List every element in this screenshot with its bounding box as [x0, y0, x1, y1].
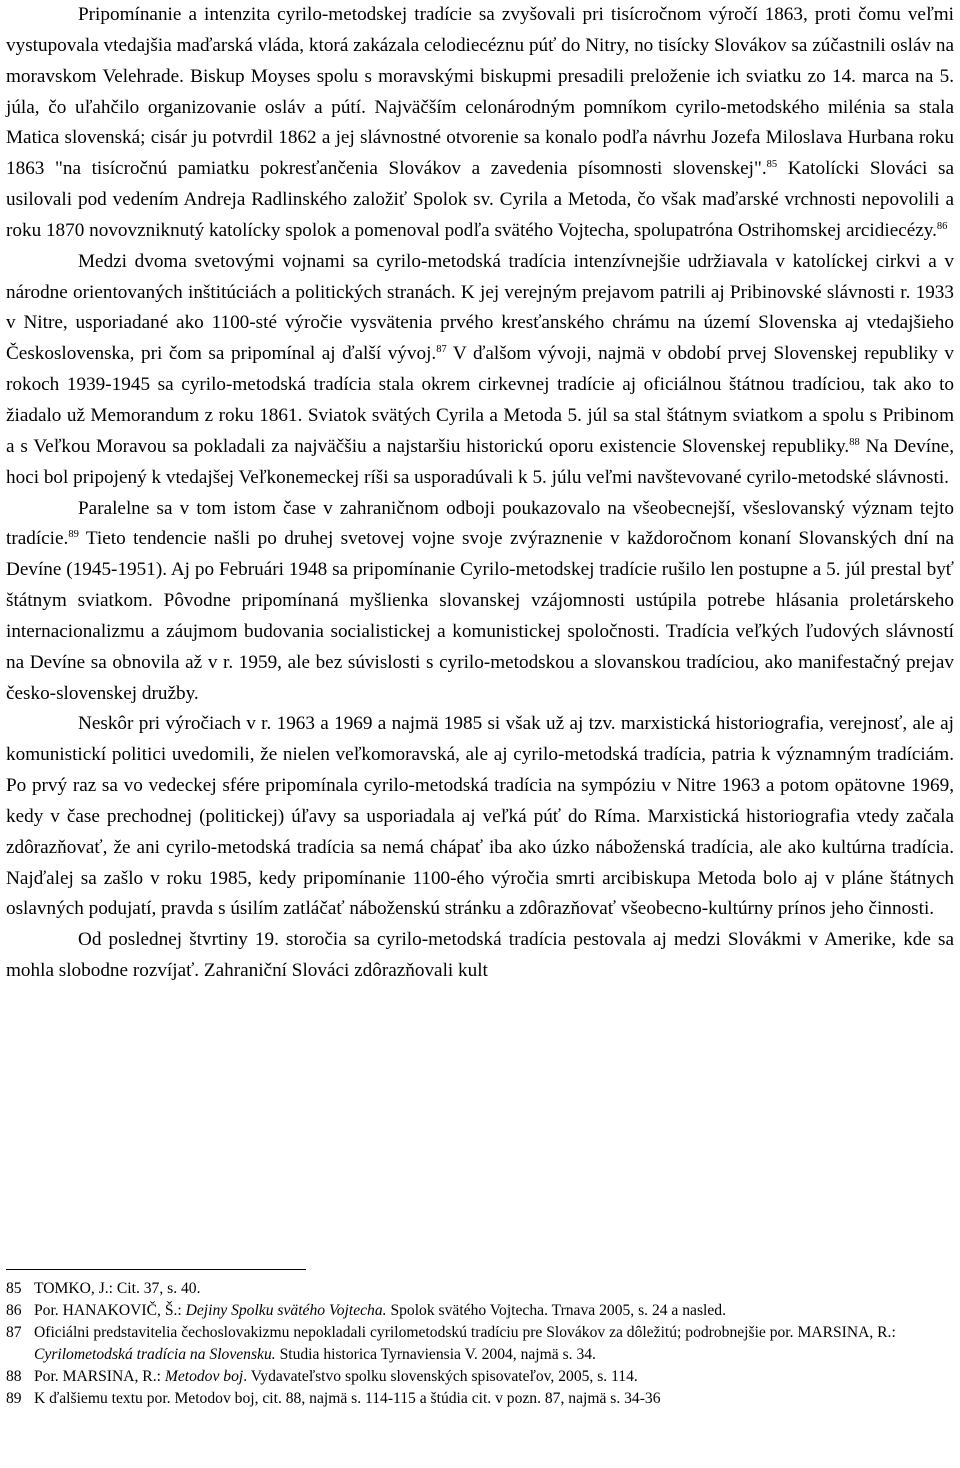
footnote [6, 1300, 954, 1322]
paragraph [6, 925, 954, 987]
footnote-number: 86 [6, 1302, 22, 1319]
footnote-number: 87 [6, 1324, 22, 1341]
paragraph-text: Katolícki Slováci sa usilovali pod vedením Andreja Radlinského založiť Spolok sv. Cyrila a Metoda, čo však maďarské vrchnosti nepovolili a roku 1870 novovzniknutý katolícky spolok a pomenoval podľa svätého Vojtecha, spolupatróna Ostrihomskej arcidiecézy. [6, 158, 954, 241]
footnote-number: 88 [6, 1368, 22, 1385]
paragraph [6, 247, 954, 494]
footnote [6, 1388, 954, 1410]
footnote-text [34, 1322, 954, 1366]
footnote-reference: 87 [436, 344, 447, 356]
paragraph-text: Od poslednej štvrtiny 19. storočia sa cyrilo-metodská tradícia pestovala aj medzi Slovákmi v Amerike, kde sa mohla slobodne rozvíjať. Zahraniční Slováci zdôrazňovali kult [6, 929, 954, 982]
paragraph-text: Neskôr pri výročiach v r. 1963 a 1969 a najmä 1985 si však už aj tzv. marxistická historiografia, verejnosť, ale aj komunistickí politici uvedomili, že nielen veľkomoravská, ale aj cyrilo-metodská tradícia, patria k významným tradíciám. Po prvý raz sa vo vedeckej sfére pripomínala cyrilo-metodská tradícia na sympóziu v Nitre 1963 a potom opätovne 1969, kedy v čase prechodnej (politickej) úľavy sa usporiadala aj veľká púť do Ríma. Marxistická historiografia vtedy začala zdôrazňovať, že ani cyrilo-metodská tradícia sa nemá chápať iba ako úzko náboženská tradícia, ale ako kultúrna tradícia. Najďalej sa zašlo v roku 1985, kedy pripomínanie 1100-ého výročia smrti arcibiskupa Metoda bolo aj v pláne štátnych oslavných podujatí, pravda s úsilím zatláčať náboženskú stránku a zdôrazňovať všeobecno-kultúrny prínos jeho činnosti. [6, 713, 954, 920]
footnote-number: 89 [6, 1390, 22, 1407]
footnote-title: Metodov boj [164, 1368, 244, 1385]
body-text [6, 0, 954, 987]
paragraph [6, 709, 954, 925]
footnote-segment: Por. MARSINA, R.: [34, 1368, 165, 1385]
footnote-segment: Studia historica Tyrnaviensia V. 2004, najmä s. 34. [275, 1346, 596, 1363]
paragraph-text: Tieto tendencie našli po druhej svetovej vojne svoje zvýraznenie v každoročnom konaní Slovanských dní na Devíne (1945-1951). Aj po Februári 1948 sa pripomínanie Cyrilo-metodskej tradície rušilo len postupne a 5. júl prestal byť štátnym sviatkom. Pôvodne pripomínaná myšlienka slovanskej vzájomnosti ustúpila potrebe hlásania proletárskeho internacionalizmu a záujmom budovania socialistickej a komunistickej spoločnosti. Tradícia veľkých ľudových slávností na Devíne sa obnovila až v r. 1959, ale bez súvislosti s cyrilo-metodskou a slovanskou tradíciou, ako manifestačný prejav česko-slovenskej družby. [6, 528, 954, 704]
footnotes [6, 1278, 954, 1410]
paragraph [6, 494, 954, 710]
footnote-segment: Oficiálni predstavitelia čechoslovakizmu nepokladali cyrilometodskú tradíciu pre Slovákov za dôležitú; podrobnejšie por. MARSINA, R.: [34, 1324, 896, 1341]
footnote-title: Dejiny Spolku svätého Vojtecha. [185, 1302, 387, 1319]
paragraph-text: Paralelne sa v tom istom čase v zahraničnom odboji poukazovalo na všeobecnejší, všeslovanský význam tejto tradície. [6, 497, 954, 550]
footnote-text [34, 1366, 954, 1388]
paragraph [6, 0, 954, 247]
paragraph-text: V ďalšom vývoji, najmä v období prvej Slovenskej republiky v rokoch 1939-1945 sa cyrilo-metodská tradícia stala okrem cirkevnej tradície aj oficiálnou štátnou tradíciou, tak ako to žiadalo už Memorandum z roku 1861. Sviatok svätých Cyrila a Metoda 5. júl sa stal štátnym sviatkom a spolu s Pribinom a s Veľkou Moravou sa pokladali za najväčšiu a najstaršiu historickú oporu existencie Slovenskej republiky. [6, 343, 954, 457]
paragraph-text: Pripomínanie a intenzita cyrilo-metodskej tradície sa zvyšovali pri tisícročnom výročí 1863, proti čomu veľmi vystupovala vtedajšia maďarská vláda, ktorá zakázala celodiecéznu púť do Nitry, no tisícky Slovákov sa zúčastnili osláv na moravskom Velehrade. Biskup Moyses spolu s moravskými biskupmi presadili preloženie ich sviatku zo 14. marca na 5. júla, čo uľahčilo organizovanie osláv a pútí. Najväčším celonárodným pomníkom cyrilo-metodského milénia sa stala Matica slovenská; cisár ju potvrdil 1862 a jej slávnostné otvorenie sa konalo podľa návrhu Jozefa Miloslava Hurbana roku 1863 "na tisícročnú pamiatku pokresťančenia Slovákov a zavedenia písomnosti slovenskej". [6, 4, 954, 180]
footnote-segment: Spolok svätého Vojtecha. Trnava 2005, s. 24 a nasled. [386, 1302, 726, 1319]
footnote [6, 1322, 954, 1366]
footnote-reference: 88 [849, 436, 860, 448]
footnote-text [34, 1300, 954, 1322]
footnote-segment: Por. HANAKOVIČ, Š.: [34, 1302, 186, 1319]
footnote-reference: 85 [766, 159, 778, 171]
footnote-number: 85 [6, 1280, 22, 1297]
footnote-segment: . Vydavateľstvo spolku slovenských spisovateľov, 2005, s. 114. [243, 1368, 638, 1385]
footnote-reference: 89 [68, 529, 79, 541]
footnote-segment: K ďalšiemu textu por. Metodov boj, cit. 88, najmä s. 114-115 a štúdia cit. v pozn. 87, najmä s. 34-36 [34, 1390, 661, 1407]
paragraph-text: Medzi dvoma svetovými vojnami sa cyrilo-metodská tradícia intenzívnejšie udržiavala v katolíckej cirkvi a v národne orientovaných inštitúciách a politických stranách. K jej verejným prejavom patrili aj Pribinovské slávnosti r. 1933 v Nitre, usporiadané ako 1100-sté výročie vysvätenia prvého kresťanského chrámu na území Slovenska aj vtedajšieho Československa, pri čom sa pripomínal aj ďalší vývoj. [6, 250, 954, 365]
footnote-text [34, 1388, 954, 1410]
footnote-text [34, 1278, 954, 1300]
footnote [6, 1278, 954, 1300]
footnote-separator [6, 1269, 306, 1270]
paragraph-text: Na Devíne, hoci bol pripojený k vtedajšej Veľkonemeckej ríši sa usporadúvali k 5. júlu veľmi navštevované cyrilo-metodské slávnosti. [6, 435, 954, 488]
footnote-reference: 86 [936, 220, 948, 232]
footnote [6, 1366, 954, 1388]
footnote-segment: TOMKO, J.: Cit. 37, s. 40. [34, 1280, 201, 1297]
footnote-title: Cyrilometodská tradícia na Slovensku. [34, 1346, 276, 1363]
